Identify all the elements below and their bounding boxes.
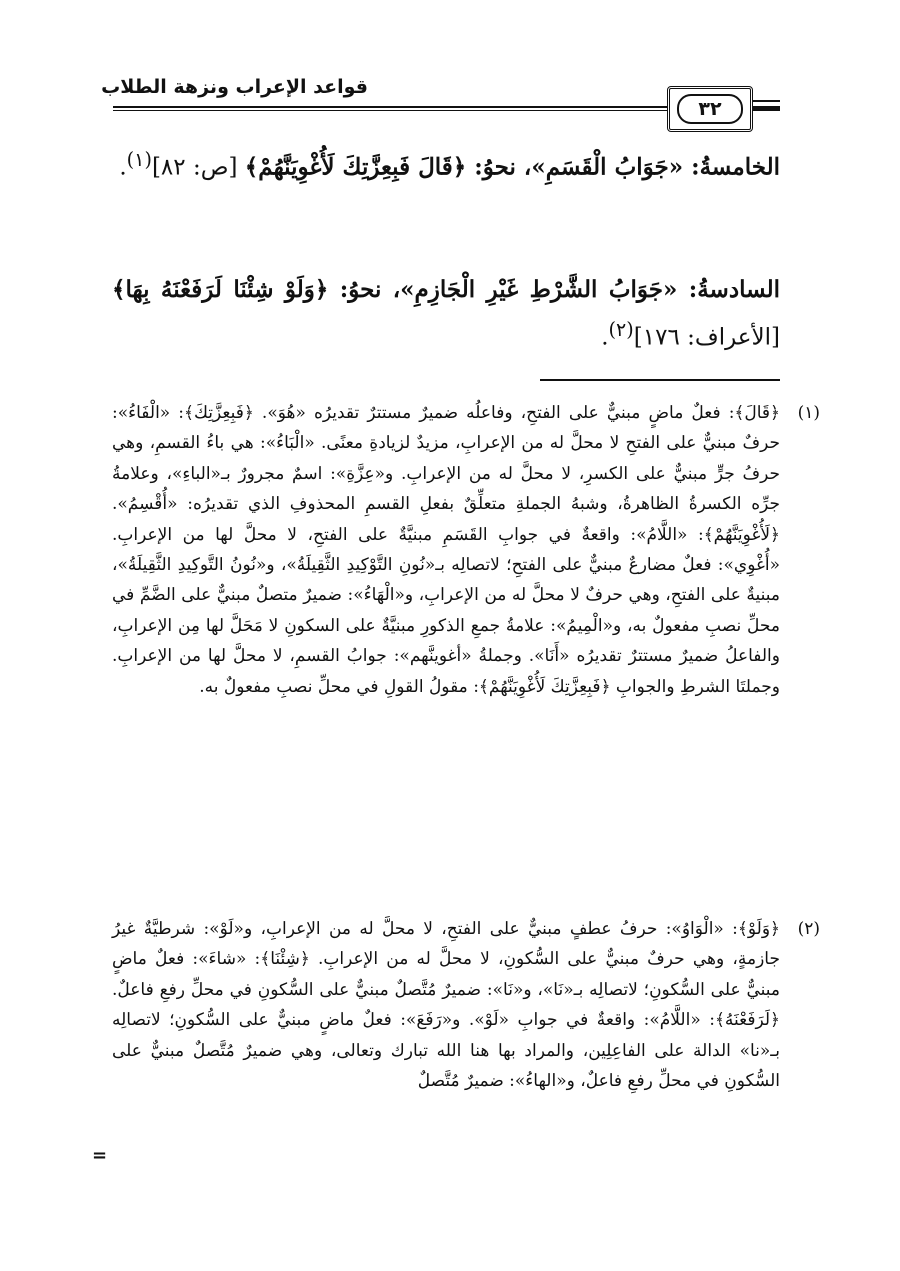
footnote-2-text: ﴿وَلَوْ﴾: «الْوَاوُ»: حرفُ عطفٍ مبنيٌّ على الفتحِ، لا محلَّ له من الإعرابِ، و«لَوْ»: شرطيَّةٌ غيرُ جازمةٍ، وهي حرفٌ مبنيٌّ على السُّكونِ، لا محلَّ له من الإعرابِ. ﴿شِئْنَا﴾: «شاءَ»: فعلٌ ماضٍ مبنيٌّ على السُّكونِ؛ لاتصالِه بـ«نَا»، و«نَا»: ضميرٌ مُتَّصلٌ مبنيٌّ على السُّكونِ في محلِّ رفعِ فاعلٌ. ﴿لَرَفَعْنَهُ﴾: «اللَّامُ»: واقعةٌ في جوابِ «لَوْ». و«رَفَعَ»: فعلٌ ماضٍ مبنيٌّ على السُّكونِ؛ لاتصالِه بـ«نا» الدالة على الفاعِلِين، والمراد بها هنا الله تبارك وتعالى، وهي ضميرٌ مُتَّصلٌ مبنيٌّ على السُّكونِ في محلِّ رفعِ فاعلٌ، و«الهاءُ»: ضميرٌ مُتَّصلٌ: [112, 919, 780, 1092]
header-rule-right-segment: [749, 100, 780, 110]
footnote-1-text: ﴿قَالَ﴾: فعلٌ ماضٍ مبنيٌّ على الفتحِ، وفاعلُه ضميرٌ مستترٌ تقديرُه «هُوَ». ﴿فَبِعِزَّتِكَ﴾: «الْفَاءُ»: حرفٌ مبنيٌّ على الفتحِ لا محلَّ له من الإعرابِ، مزيدٌ لزيادةِ معنًى. «الْبَاءُ»: هي باءُ القسمِ، وهي حرفُ جرٍّ مبنيٌّ على الكسرِ، لا محلَّ له من الإعرابِ. و«عِزَّةِ»: اسمٌ مجرورٌ بـ«الباءِ»، وعلامةُ جرِّه الكسرةُ الظاهرةُ، وشبهُ الجملةِ متعلِّقٌ بفعلِ القسمِ المحذوفِ الذي تقديرُه: «أُقْسِمُ». ﴿لَأُغْوِيَنَّهُمْ﴾: «اللَّامُ»: واقعةٌ في جوابِ القَسَمِ مبنيَّةٌ على الفتحِ، لا محلَّ لها من الإعرابِ. «أُغْوِي»: فعلٌ مضارعٌ مبنيٌّ على الفتحِ؛ لاتصالِه بـ«نُونِ التَّوْكِيدِ الثَّقِيلَةُ»، و«نُونُ التَّوكِيدِ الثَّقِيلَةُ»، مبنيةٌ على الفتحِ، وهي حرفٌ لا محلَّ له من الإعرابِ، و«الْهَاءُ»: ضميرٌ متصلٌ مبنيٌّ على الضَّمِّ في محلِّ نصبِ مفعولٌ به، و«الْمِيمُ»: علامةُ جمعِ الذكورِ مبنيَّةٌ على السكونِ لا مَحَلَّ لها مِن الإعرابِ، والفاعلُ ضميرٌ مستترٌ تقديرُه «أَنَا». وجملةُ «أغوينَّهم»: جوابُ القسمِ، لا محلَّ لها من الإعرابِ. وجملتَا الشرطِ والجوابِ ﴿فَبِعِزَّتِكَ لَأُغْوِيَنَّهُمْ﴾: مقولُ القولِ في محلِّ نصبِ مفعولٌ به.: [112, 403, 780, 697]
page-number-frame: [667, 86, 753, 132]
footnote-ref-2: (٢): [608, 318, 634, 341]
running-header-title: قواعد الإعراب ونزهة الطلاب: [101, 76, 368, 98]
footnote-2-number: (٢): [797, 919, 820, 939]
paragraph-fifth: [112, 140, 780, 188]
footnote-ref-1: (١): [126, 148, 152, 171]
continuation-mark: =: [92, 1145, 108, 1166]
paragraph-sixth-label: السادسةُ: «جَوَابُ الشَّرْطِ غَيْرِ الْجَازِمِ»، نحوُ:: [328, 276, 780, 303]
paragraph-sixth: [112, 270, 780, 358]
paragraph-fifth-quote: ﴿قَالَ فَبِعِزَّتِكَ لَأُغْوِيَنَّهُمْ﴾: [244, 153, 467, 181]
footnote-2: [112, 914, 820, 1096]
page-number: ٣٢: [677, 94, 743, 124]
paragraph-fifth-label: الخامسةُ: «جَوَابُ الْقَسَمِ»، نحوُ:: [466, 153, 780, 181]
footnote-separator: [540, 379, 780, 381]
footnote-1-number: (١): [797, 403, 820, 423]
paragraph-sixth-ref: [الأعراف: ١٧٦]: [633, 324, 780, 351]
paragraph-fifth-end: .: [119, 154, 127, 181]
paragraph-sixth-end: .: [601, 324, 609, 351]
paragraph-sixth-quote: ﴿وَلَوْ شِئْنَا لَرَفَعْنَهُ بِهَا﴾: [112, 276, 329, 303]
footnote-1: [112, 398, 820, 702]
paragraph-fifth-ref: [ص: ٨٢]: [151, 154, 245, 181]
